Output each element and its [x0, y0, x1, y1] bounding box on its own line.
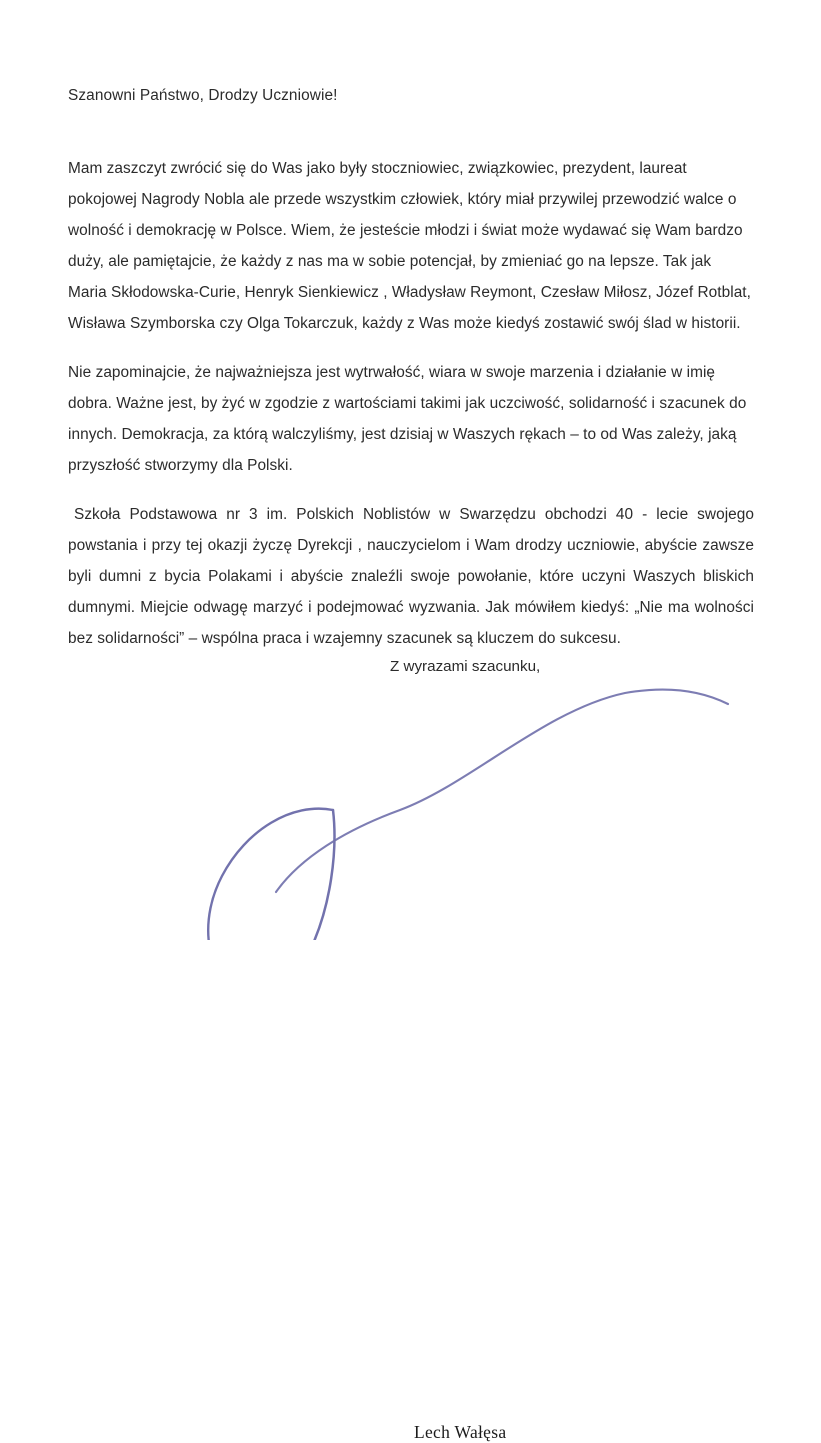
handwritten-signature-icon	[0, 680, 821, 940]
body-paragraph-2: Nie zapominajcie, że najważniejsza jest wytrwałość, wiara w swoje marzenia i działanie w imię dobra. Ważne jest, by żyć w zgodzie z wartościami takimi jak uczciwość, solidarność i szacunek do innych. Demokracja, za którą walczyliśmy, jest dzisiaj w Waszych rękach – to od Was zależy, jaką przyszłość stworzymy dla Polski.	[68, 364, 747, 475]
body-paragraph-1: Mam zaszczyt zwrócić się do Was jako były stoczniowiec, związkowiec, prezydent, laureat pokojowej Nagrody Nobla ale przede wszystkim człowiek, który miał przywilej przewodzić walce o wolność i demokrację w Polsce. Wiem, że jesteście młodzi i świat może wydawać się Wam bardzo duży, ale pamiętajcie, że każdy z nas ma w sobie potencjał, by zmieniać go na lepsze. Tak jak Maria Skłodowska-Curie, Henryk Sienkiewicz , Władysław Reymont, Czesław Miłosz, Józef Rotblat, Wisława Szymborska czy Olga Tokarczuk, każdy z Was może kiedyś zostawić swój ślad w historii.	[68, 160, 751, 333]
letter-text-block	[68, 0, 754, 654]
body-paragraph-3: Szkoła Podstawowa nr 3 im. Polskich Noblistów w Swarzędzu obchodzi 40 - lecie swojego powstania i przy tej okazji życzę Dyrekcji , nauczycielom i Wam drodzy uczniowie, abyście zawsze byli dumni z bycia Polakami i abyście znaleźli swoje powołanie, które uczyni Waszych bliskich dumnymi. Miejcie odwagę marzyć i podejmować wyzwania. Jak mówiłem kiedyś: „Nie ma wolności bez solidarności” – wspólna praca i wzajemny szacunek są kluczem do sukcesu.	[68, 506, 754, 648]
signatory-name: Lech Wałęsa	[414, 1422, 507, 1442]
salutation: Szanowni Państwo, Drodzy Uczniowie!	[68, 87, 338, 104]
closing-line: Z wyrazami szacunku,	[390, 658, 541, 675]
signature-block	[0, 680, 821, 1442]
closing-block	[68, 658, 754, 675]
